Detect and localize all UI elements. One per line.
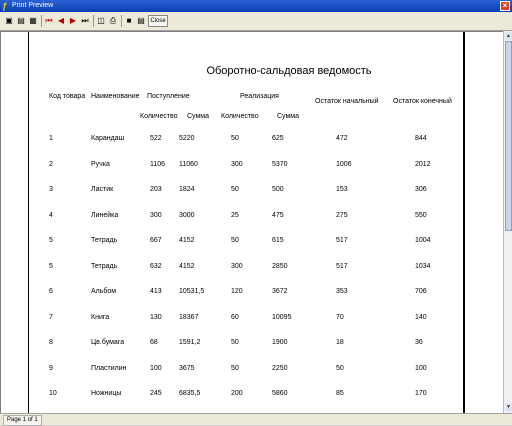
title-bar	[0, 0, 512, 12]
cell-end-balance: 1004	[415, 237, 431, 244]
cell-start-balance: 517	[336, 262, 348, 270]
page-indicator: Page 1 of 1	[3, 415, 42, 426]
cell-in-qty: 632	[150, 262, 162, 270]
cell-sale-sum: 10095	[272, 313, 292, 321]
cell-name: Ластик	[91, 186, 114, 193]
cell-in-sum: 3675	[179, 364, 195, 372]
header-incoming-qty: Количество	[140, 113, 178, 120]
cell-in-sum: 3000	[179, 211, 195, 219]
cell-in-qty: 68	[150, 339, 158, 346]
cell-in-qty: 1106	[150, 160, 166, 168]
cell-sale-sum: 615	[272, 237, 284, 244]
cell-code: 5	[49, 262, 53, 270]
cell-sale-qty: 200	[231, 390, 243, 397]
scroll-down-icon[interactable]: ▼	[506, 404, 511, 410]
cell-sale-sum: 500	[272, 186, 284, 193]
vertical-scrollbar[interactable]	[503, 31, 512, 413]
cell-start-balance: 153	[336, 186, 348, 193]
cell-sale-qty: 25	[231, 211, 239, 219]
print-icon[interactable]: ⎙	[109, 16, 117, 25]
cell-in-sum: 5220	[179, 135, 195, 142]
cell-name: Линейка	[91, 211, 119, 219]
cell-sale-qty: 60	[231, 313, 239, 321]
cell-end-balance: 36	[415, 339, 423, 346]
zoom-page-width-icon[interactable]: ▤	[17, 16, 25, 25]
cell-sale-qty: 50	[231, 237, 239, 244]
cell-code: 6	[49, 288, 53, 295]
cell-in-qty: 130	[150, 313, 162, 321]
cell-start-balance: 85	[336, 390, 344, 397]
cell-name: Книга	[91, 313, 110, 321]
cell-code: 5	[49, 237, 53, 244]
report-page	[28, 32, 465, 414]
cell-sale-qty: 300	[231, 262, 243, 270]
cell-sale-sum: 5860	[272, 390, 288, 397]
cell-sale-sum: 475	[272, 211, 284, 219]
cell-code: 10	[49, 390, 57, 397]
header-start-balance: Остаток начальный	[315, 98, 379, 105]
cell-name: Тетрадь	[91, 262, 118, 270]
header-end-balance: Остаток конечный	[393, 98, 452, 105]
cell-end-balance: 100	[415, 364, 427, 372]
window-title: Print Preview	[12, 2, 54, 9]
cell-name: Ножницы	[91, 390, 122, 397]
cell-code: 3	[49, 186, 53, 193]
cell-start-balance: 1006	[336, 160, 352, 168]
first-page-icon[interactable]: ⏮	[45, 16, 53, 25]
cell-sale-qty: 50	[231, 186, 239, 193]
header-sales-sum: Сумма	[277, 113, 299, 120]
header-code: Код товара	[49, 93, 86, 100]
cell-start-balance: 517	[336, 237, 348, 244]
toolbar-separator	[121, 15, 122, 27]
cell-end-balance: 140	[415, 313, 427, 321]
cell-code: 8	[49, 339, 53, 346]
cell-in-qty: 245	[150, 390, 162, 397]
cell-sale-qty: 50	[231, 364, 239, 372]
cell-code: 4	[49, 211, 53, 219]
toolbar-separator	[41, 15, 42, 27]
preview-area	[0, 31, 503, 414]
cell-in-sum: 6835,5	[179, 390, 201, 397]
last-page-icon[interactable]: ⏭	[81, 16, 89, 25]
cell-start-balance: 275	[336, 211, 348, 219]
cell-sale-sum: 3672	[272, 288, 288, 295]
cell-in-sum: 4152	[179, 262, 195, 270]
header-incoming: Поступление	[147, 93, 190, 100]
cell-in-sum: 18367	[179, 313, 199, 321]
toolbar-separator	[93, 15, 94, 27]
cell-end-balance: 844	[415, 135, 427, 142]
cell-end-balance: 550	[415, 211, 427, 219]
zoom-whole-page-icon[interactable]: ▣	[5, 16, 13, 25]
cell-start-balance: 353	[336, 288, 348, 295]
cell-in-sum: 1824	[179, 186, 195, 193]
cell-sale-sum: 625	[272, 135, 284, 142]
cell-sale-qty: 300	[231, 160, 243, 168]
toolbar	[0, 12, 512, 31]
cell-code: 9	[49, 364, 53, 372]
cell-in-qty: 667	[150, 237, 162, 244]
cell-in-sum: 10531,5	[179, 288, 205, 295]
cell-sale-qty: 50	[231, 135, 239, 142]
zoom-100-icon[interactable]: ▦	[29, 16, 37, 25]
scroll-thumb[interactable]	[505, 41, 512, 231]
cell-end-balance: 170	[415, 390, 427, 397]
cell-start-balance: 18	[336, 339, 344, 346]
cell-sale-sum: 2850	[272, 262, 288, 270]
cell-code: 1	[49, 135, 53, 142]
close-button[interactable]: Close	[148, 15, 168, 27]
cell-code: 7	[49, 313, 53, 321]
cell-end-balance: 2012	[415, 160, 431, 168]
cell-name: Цв.бумага	[91, 339, 125, 346]
cell-in-sum: 4152	[179, 237, 195, 244]
header-sales: Реализация	[240, 93, 279, 100]
status-bar	[0, 413, 512, 425]
cell-sale-sum: 1900	[272, 339, 288, 346]
next-page-icon[interactable]: ▶	[69, 16, 77, 25]
cell-start-balance: 50	[336, 364, 344, 372]
print-setup-icon[interactable]: ◫	[97, 16, 105, 25]
cell-in-qty: 100	[150, 364, 162, 372]
app-icon: ƒ	[2, 1, 8, 11]
header-incoming-sum: Сумма	[187, 113, 209, 120]
cell-code: 2	[49, 160, 53, 168]
cell-in-qty: 522	[150, 135, 162, 142]
save-icon[interactable]: ■	[126, 16, 132, 25]
cell-sale-sum: 2250	[272, 364, 288, 372]
cell-name: Альбом	[91, 288, 117, 295]
prev-page-icon[interactable]: ◀	[57, 16, 65, 25]
cell-end-balance: 706	[415, 288, 427, 295]
cell-in-qty: 413	[150, 288, 162, 295]
cell-start-balance: 70	[336, 313, 344, 321]
report-title: Оборотно-сальдовая ведомость	[206, 65, 372, 77]
cell-name: Ручка	[91, 160, 110, 168]
cell-in-sum: 1591,2	[179, 339, 201, 346]
cell-end-balance: 306	[415, 186, 427, 193]
cell-name: Пластилин	[91, 364, 127, 372]
cell-sale-qty: 50	[231, 339, 239, 346]
cell-in-qty: 203	[150, 186, 162, 193]
cell-in-sum: 11060	[179, 160, 198, 168]
cell-end-balance: 1034	[415, 262, 431, 270]
header-sales-qty: Количество	[221, 113, 259, 120]
window-close-button[interactable]: ×	[500, 1, 510, 11]
cell-start-balance: 472	[336, 135, 348, 142]
scroll-up-icon[interactable]: ▲	[506, 33, 511, 39]
cell-in-qty: 300	[150, 211, 162, 219]
open-icon[interactable]: ▤	[137, 16, 145, 25]
cell-sale-qty: 120	[231, 288, 243, 295]
cell-sale-sum: 5370	[272, 160, 288, 168]
cell-name: Карандаш	[91, 135, 125, 142]
cell-name: Тетрадь	[91, 237, 118, 244]
header-name: Наименование	[91, 93, 140, 100]
